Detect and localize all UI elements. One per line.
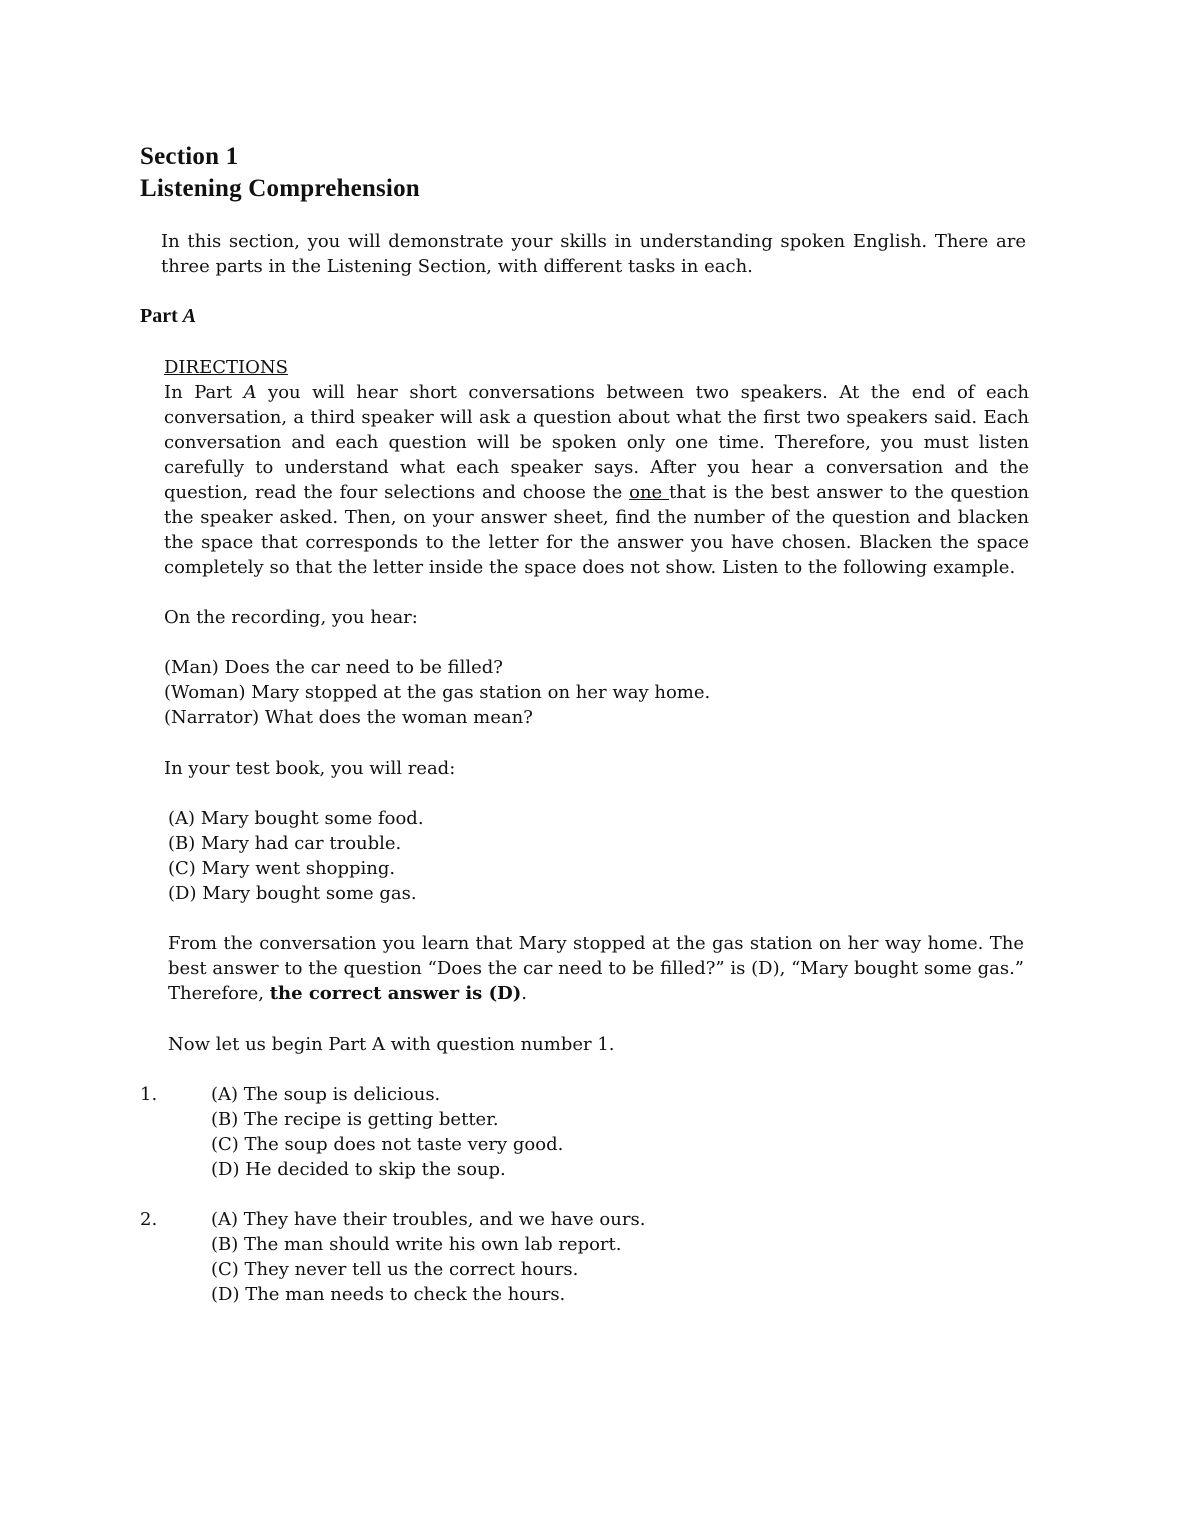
- question-2-option-a: (A) They have their troubles, and we have ours.: [211, 1209, 646, 1230]
- question-1-option-b: (B) The recipe is getting better.: [211, 1109, 499, 1130]
- explanation-text: From the conversation you learn that Mary stopped at the gas station on her way home. The best answer to the question “Does the car need to be filled?” is (D), “Mary bought some gas.” Therefore,: [168, 933, 1024, 1004]
- part-label-letter: A: [182, 305, 197, 327]
- directions-underlined-one: one: [629, 482, 670, 503]
- correct-answer-text: the correct answer is (D): [269, 983, 522, 1004]
- example-option-d: (D) Mary bought some gas.: [168, 883, 417, 904]
- directions-text: [164, 380, 1029, 580]
- explanation-period: .: [521, 983, 527, 1004]
- directions-text-1: In Part: [164, 382, 244, 403]
- part-label-word: Part: [140, 305, 178, 327]
- part-heading: [140, 304, 196, 329]
- dialogue-line-man: (Man) Does the car need to be filled?: [164, 657, 503, 678]
- question-1-option-a: (A) The soup is delicious.: [211, 1084, 441, 1105]
- section-title: Section 1: [140, 143, 239, 170]
- directions-text-2: you will hear short conversations between two speakers. At the end of each conversation, a third speaker will ask a question about what the first two speakers said. Each conversation and each question will be spoken only one time. Therefore, you must listen carefully to understand what each speaker says. After you hear a conversation and the question, read the four selections and choose the: [164, 382, 1029, 503]
- directions-part-letter: A: [243, 382, 257, 403]
- question-number-2: 2.: [140, 1209, 158, 1230]
- example-option-b: (B) Mary had car trouble.: [168, 833, 402, 854]
- question-1-options: [211, 1082, 563, 1182]
- example-option-a: (A) Mary bought some food.: [168, 808, 424, 829]
- question-1-option-d: (D) He decided to skip the soup.: [211, 1159, 506, 1180]
- example-options: [168, 806, 424, 906]
- example-option-c: (C) Mary went shopping.: [168, 858, 396, 879]
- section-intro: In this section, you will demonstrate your skills in understanding spoken English. There are three parts in the Listening Section, with different tasks in each.: [161, 231, 1026, 277]
- begin-instruction: Now let us begin Part A with question number 1.: [168, 1034, 615, 1055]
- question-2-option-c: (C) They never tell us the correct hours.: [211, 1259, 579, 1280]
- question-2-option-d: (D) The man needs to check the hours.: [211, 1284, 566, 1305]
- section-subtitle: Listening Comprehension: [140, 175, 420, 202]
- dialogue-line-woman: (Woman) Mary stopped at the gas station on her way home.: [164, 682, 711, 703]
- directions-heading: DIRECTIONS: [164, 357, 288, 378]
- recording-intro: On the recording, you hear:: [164, 607, 418, 628]
- question-1-option-c: (C) The soup does not taste very good.: [211, 1134, 564, 1155]
- question-2-options: [211, 1207, 645, 1307]
- directions-text-3: that is the best answer to the question the speaker asked. Then, on your answer sheet, find the number of the question and blacken the space that corresponds to the letter for the answer you have chosen. Blacken the space completely so that the letter inside the space does not show. Listen to the following example.: [164, 482, 1029, 578]
- question-2-option-b: (B) The man should write his own lab report.: [211, 1234, 622, 1255]
- question-number-1: 1.: [140, 1084, 158, 1105]
- book-intro: In your test book, you will read:: [164, 758, 456, 779]
- dialogue-line-narrator: (Narrator) What does the woman mean?: [164, 707, 533, 728]
- example-explanation: [168, 931, 1024, 1006]
